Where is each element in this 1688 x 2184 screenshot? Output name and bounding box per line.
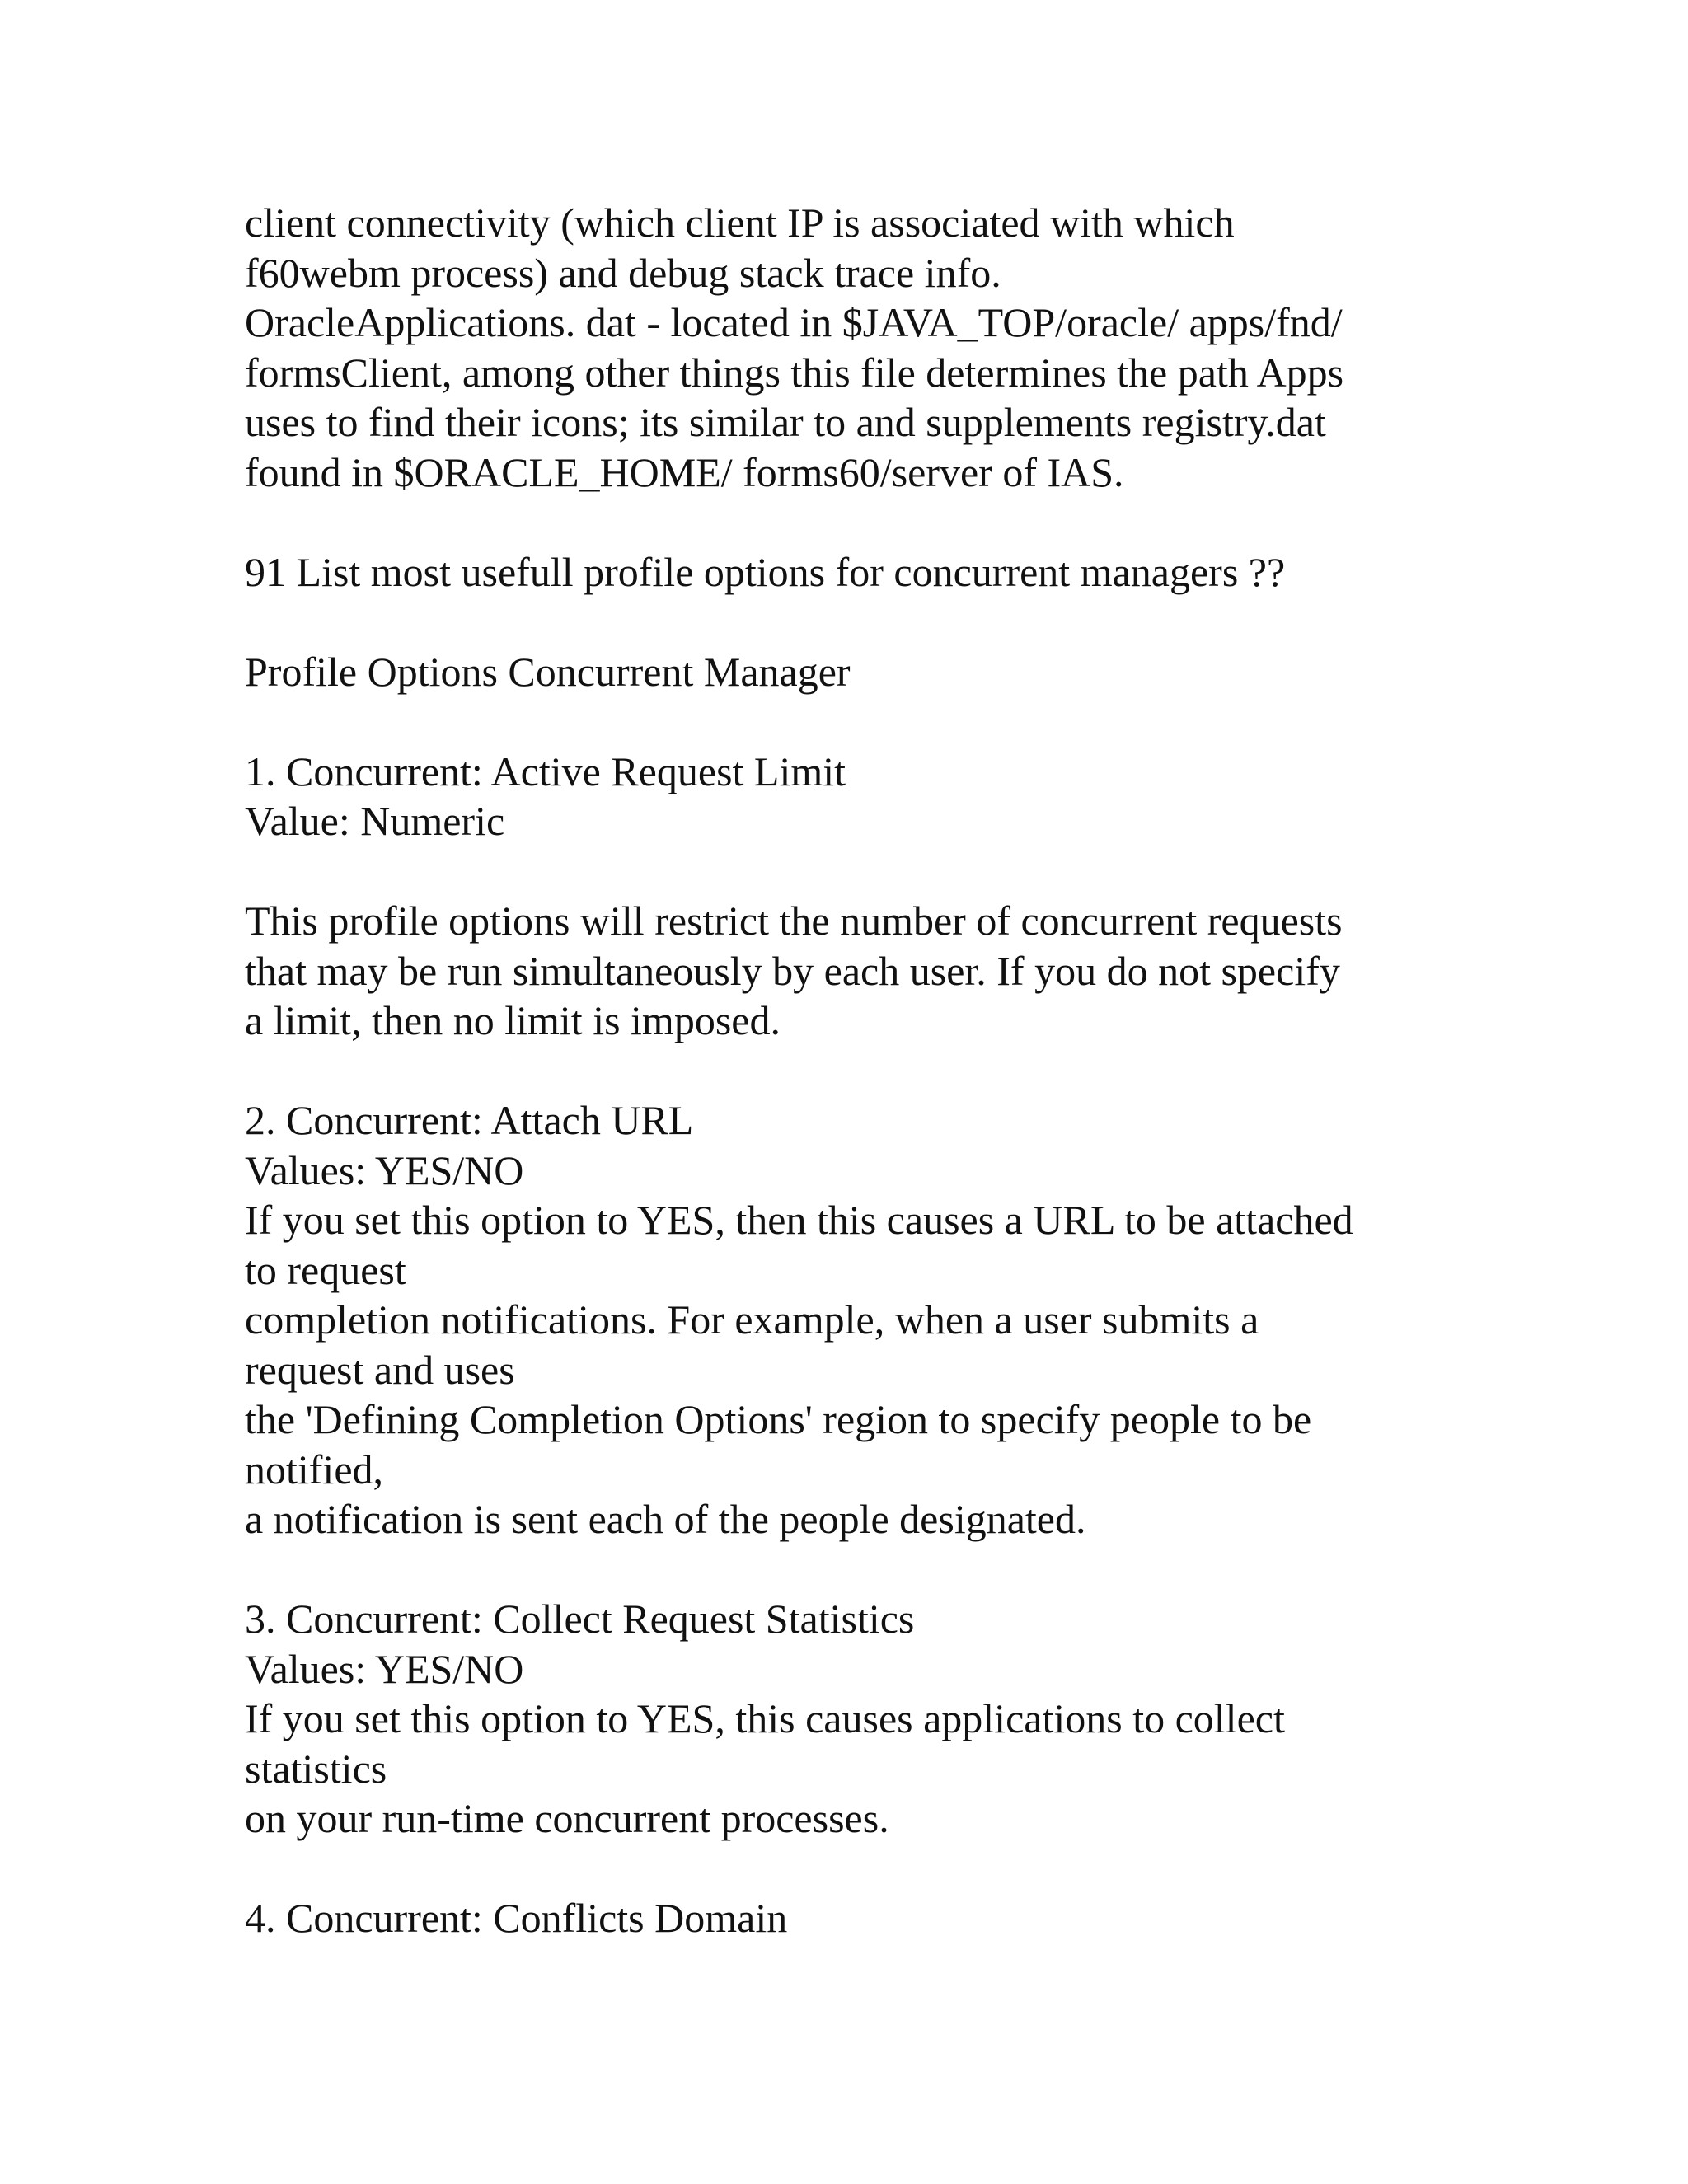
option-value: Value: Numeric	[245, 798, 505, 844]
paragraph-option-1-head	[245, 747, 1465, 846]
paragraph-gap	[245, 846, 1465, 897]
paragraph-gap	[245, 696, 1465, 747]
section-title: Profile Options Concurrent Manager	[245, 648, 851, 695]
text-line: that may be run simultaneously by each user. If you do not specify	[245, 947, 1340, 994]
text-line: a limit, then no limit is imposed.	[245, 997, 781, 1043]
text-line: statistics	[245, 1745, 387, 1792]
text-line: request and uses	[245, 1346, 515, 1393]
text-line: If you set this option to YES, then this causes a URL to be attached	[245, 1197, 1353, 1243]
paragraph-option-1-desc	[245, 896, 1465, 1046]
paragraph-gap	[245, 497, 1465, 547]
text-line: the 'Defining Completion Options' region to specify people to be	[245, 1396, 1312, 1442]
text-line: OracleApplications. dat - located in $JAVA_TOP/oracle/ apps/fnd/	[245, 299, 1343, 345]
option-title: 2. Concurrent: Attach URL	[245, 1097, 694, 1143]
paragraph-section-title	[245, 647, 1465, 697]
text-line: completion notifications. For example, when a user submits a	[245, 1296, 1259, 1343]
text-line: client connectivity (which client IP is associated with which	[245, 199, 1235, 246]
text-line: a notification is sent each of the people designated.	[245, 1496, 1086, 1542]
paragraph-question	[245, 547, 1465, 598]
option-title: 1. Concurrent: Active Request Limit	[245, 748, 846, 794]
document-body	[245, 198, 1465, 1943]
text-line: formsClient, among other things this file determines the path Apps	[245, 349, 1344, 396]
text-line: If you set this option to YES, this causes applications to collect	[245, 1695, 1285, 1741]
text-line: on your run-time concurrent processes.	[245, 1795, 889, 1841]
text-line: uses to find their icons; its similar to and supplements registry.dat	[245, 399, 1326, 445]
paragraph-gap	[245, 1844, 1465, 1894]
option-value: Values: YES/NO	[245, 1146, 524, 1193]
paragraph-option-3	[245, 1594, 1465, 1844]
text-line: This profile options will restrict the number of concurrent requests	[245, 898, 1343, 944]
question-heading: 91 List most usefull profile options for concurrent managers ??	[245, 548, 1286, 595]
option-title: 4. Concurrent: Conflicts Domain	[245, 1895, 788, 1941]
option-value: Values: YES/NO	[245, 1645, 524, 1692]
paragraph-gap	[245, 597, 1465, 647]
text-line: f60webm process) and debug stack trace info.	[245, 249, 1001, 296]
text-line: to request	[245, 1246, 406, 1293]
paragraph-gap	[245, 1544, 1465, 1595]
paragraph-option-4	[245, 1893, 1465, 1943]
paragraph-intro	[245, 198, 1465, 497]
text-line: found in $ORACLE_HOME/ forms60/server of IAS.	[245, 448, 1124, 495]
paragraph-gap	[245, 1046, 1465, 1096]
paragraph-option-2	[245, 1095, 1465, 1544]
text-line: notified,	[245, 1446, 384, 1493]
option-title: 3. Concurrent: Collect Request Statistics	[245, 1596, 915, 1642]
